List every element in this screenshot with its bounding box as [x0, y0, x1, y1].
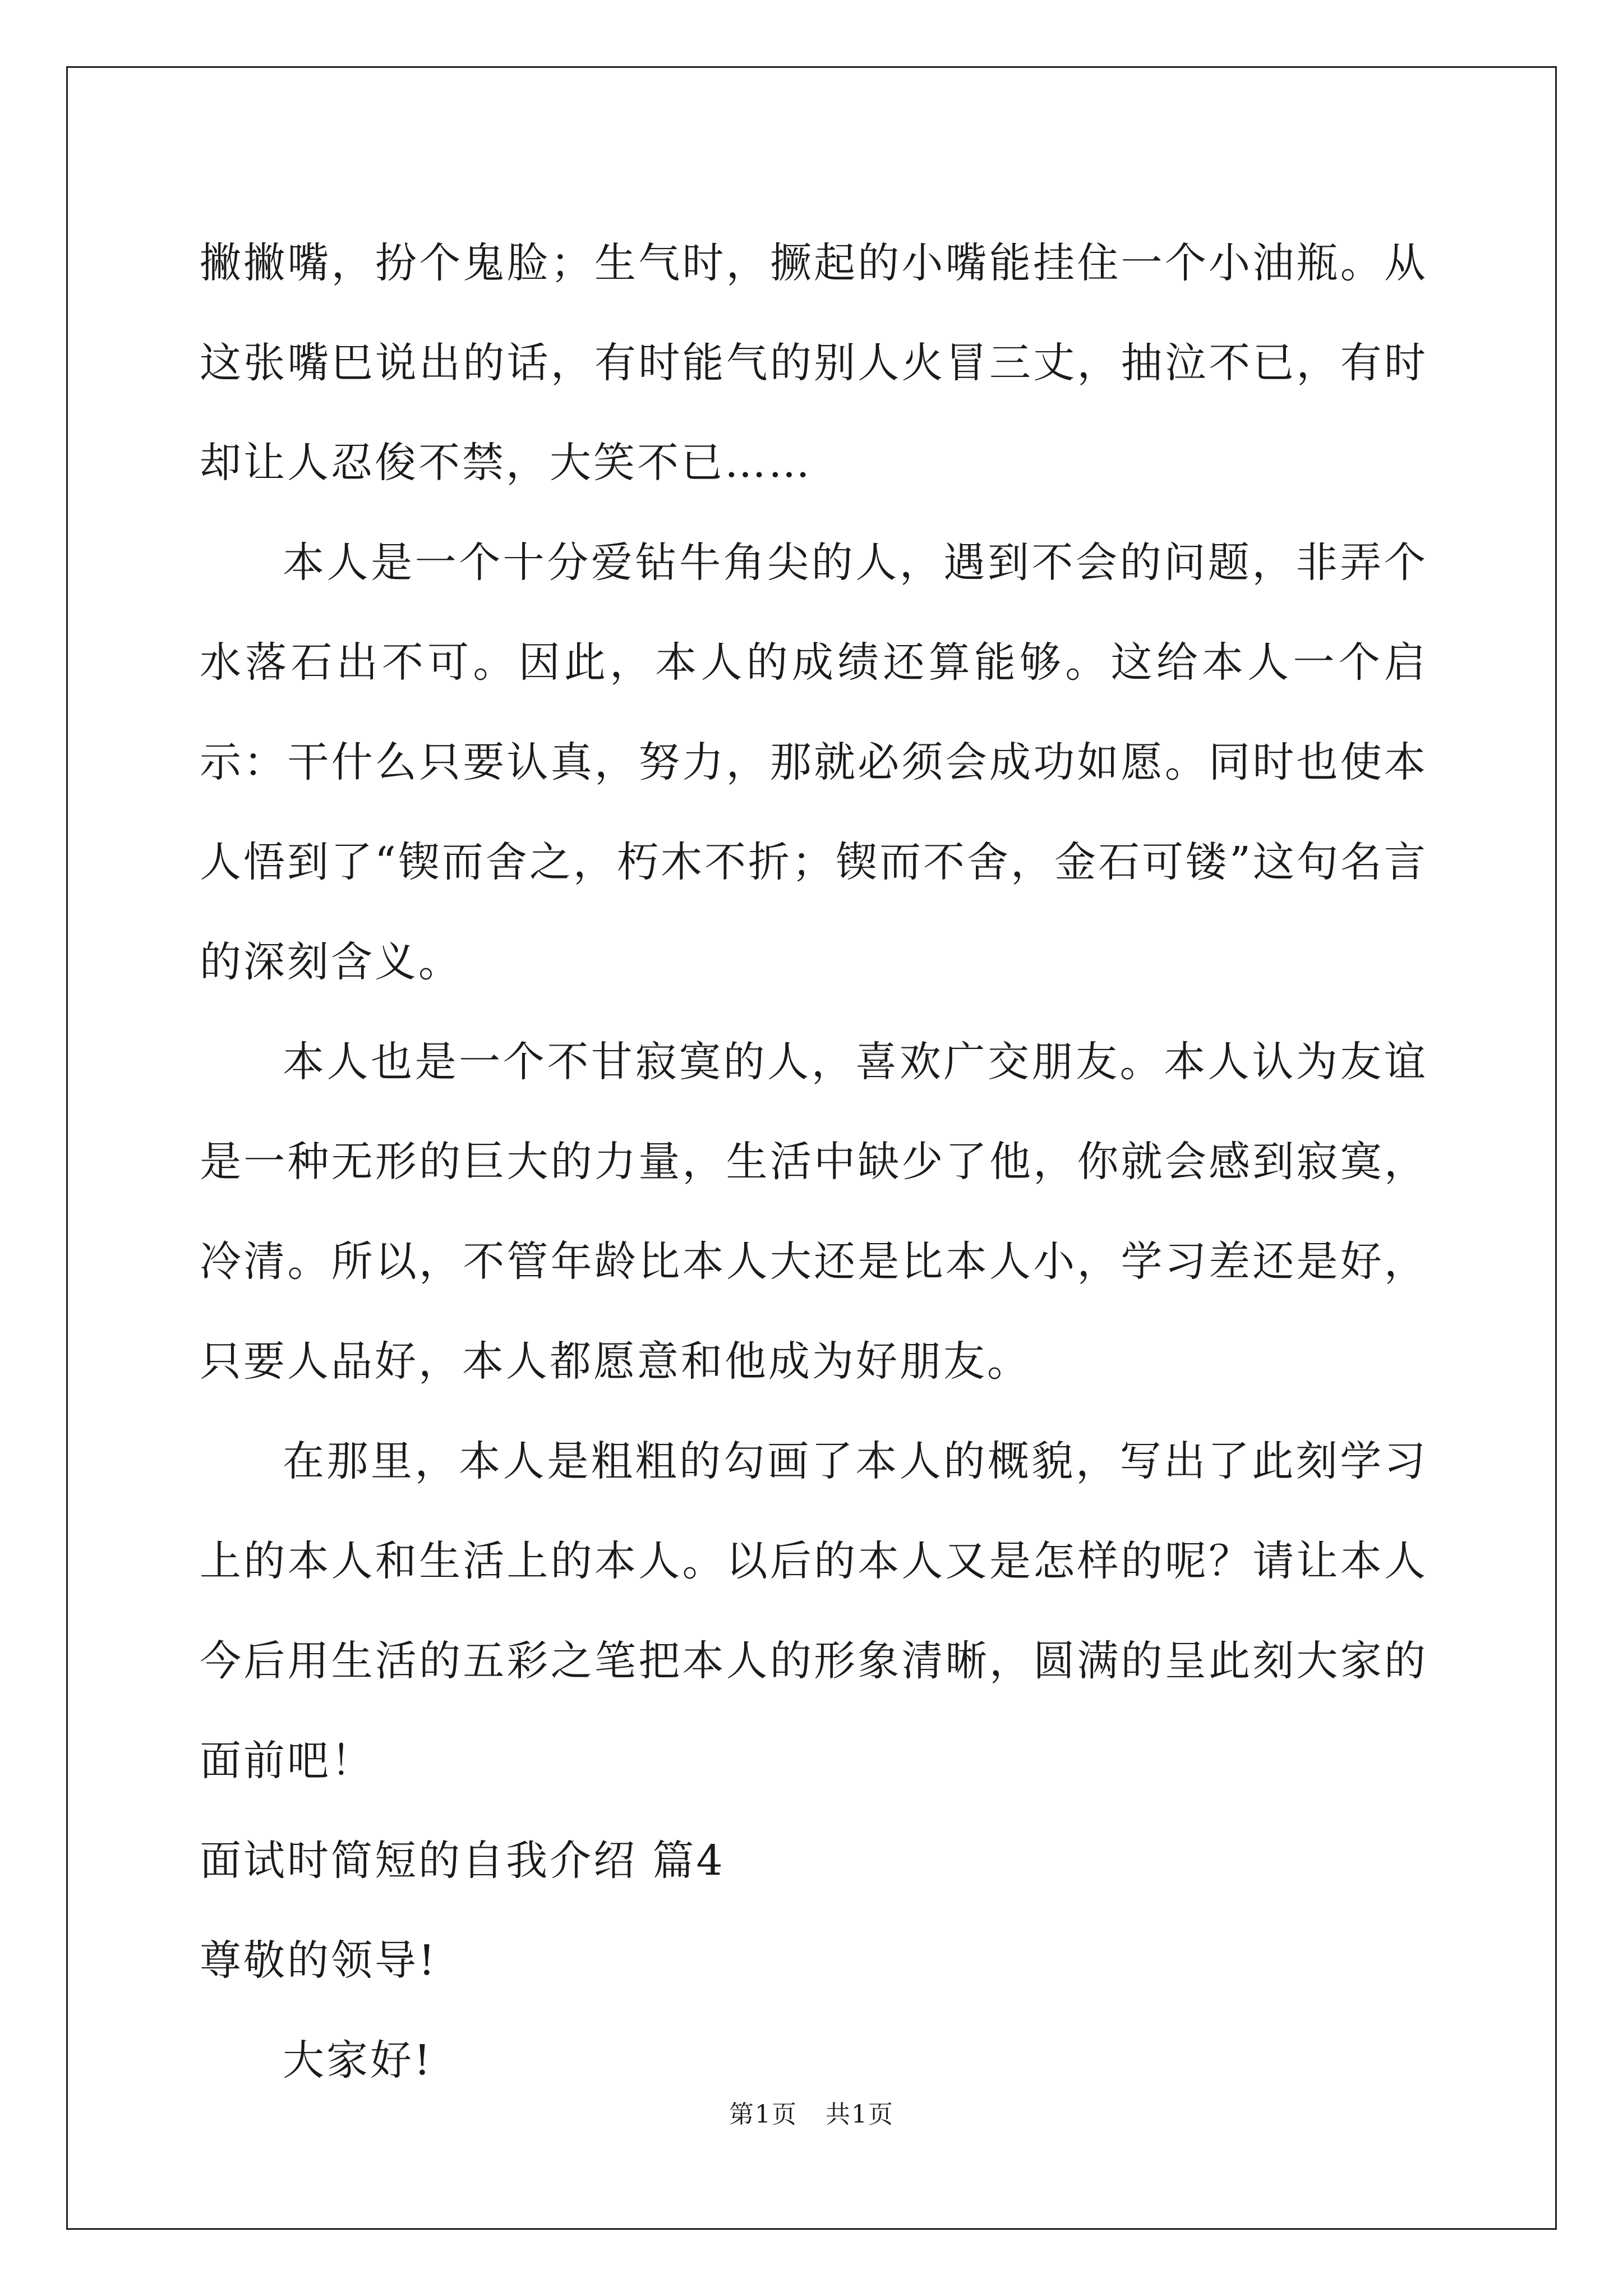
section-heading: 面试时简短的自我介绍 篇4	[200, 1837, 725, 1885]
greeting: 大家好!	[283, 2036, 433, 2085]
page-number-current: 第1页	[729, 2100, 797, 2129]
paragraph-3: 本人也是一个不甘寂寞的人，喜欢广交朋友。本人认为友谊是一种无形的巨大的力量，生活中缺少了他，你就会感到寂寞，冷清。所以，不管年龄比本人大还是比本人小，学习差还是好，只要人品好，本人都愿意和他成为好朋友。	[200, 1038, 1428, 1386]
page-footer	[0, 2098, 1623, 2132]
paragraph-4: 在那里，本人是粗粗的勾画了本人的概貌，写出了此刻学习上的本人和生活上的本人。以后的本人又是怎样的呢？请让本人今后用生活的五彩之笔把本人的形象清晰，圆满的呈此刻大家的面前吧！	[200, 1437, 1428, 1785]
paragraph-1: 撇撇嘴，扮个鬼脸；生气时，撅起的小嘴能挂住一个小油瓶。从这张嘴巴说出的话，有时能气的别人火冒三丈，抽泣不已，有时却让人忍俊不禁，大笑不已……	[200, 239, 1428, 487]
paragraph-2: 本人是一个十分爱钻牛角尖的人，遇到不会的问题，非弄个水落石出不可。因此，本人的成绩还算能够。这给本人一个启示：干什么只要认真，努力，那就必须会成功如愿。同时也使本人悟到了“锲而舍之，朽木不折；锲而不舍，金石可镂”这句名言的深刻含义。	[200, 539, 1428, 986]
page-number-total: 共1页	[826, 2100, 894, 2129]
salutation: 尊敬的领导!	[200, 1936, 437, 1985]
document-body	[200, 213, 1428, 2110]
